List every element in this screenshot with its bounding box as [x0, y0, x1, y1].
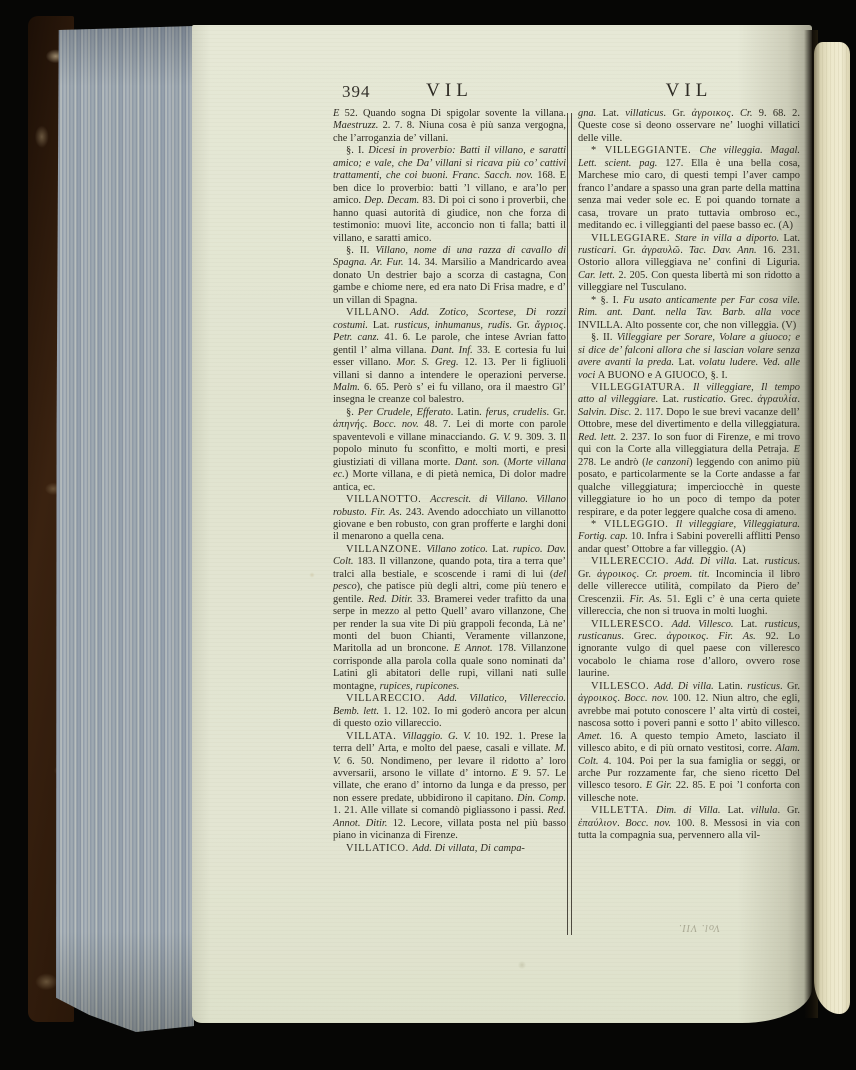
text-segment: .: [797, 394, 800, 406]
next-page-edge: [814, 42, 850, 1014]
text-segment: Add. Villesco.: [671, 618, 734, 630]
text-segment: Car. lett.: [578, 269, 615, 281]
text-segment: VILLATA.: [346, 730, 403, 742]
text-segment: §. I.: [346, 145, 369, 157]
text-segment: 9. 309. 3. Il popolo minuto fu sconfitto, e molti morti, e presi giustiziati di villana morte.: [333, 431, 566, 468]
text-segment: Dant. Inf.: [430, 344, 473, 356]
dictionary-paragraph: [333, 307, 566, 407]
text-segment: Alam. Colt.: [578, 743, 800, 767]
text-segment: ἀγροικος: [597, 568, 637, 580]
text-segment: Lat.: [674, 357, 700, 369]
text-segment: Lat.: [779, 232, 800, 244]
text-segment: ἀπηνής: [333, 419, 365, 431]
text-segment: VILLEGGIARE.: [591, 232, 676, 244]
text-segment: ἀγραυλία: [757, 394, 798, 406]
text-segment: ), che patisce più degli altri, come più tenero e gentile.: [333, 581, 566, 605]
text-segment: 1. 21. Alle villate si comandò pigliassono i passi.: [333, 805, 548, 817]
text-segment: Petr. canz.: [333, 332, 380, 344]
column-divider-rule: [567, 113, 572, 935]
text-segment: Che villeggia. Magal. Lett. scient. pag.: [578, 145, 800, 169]
text-segment: Tac. Dav. Ann.: [688, 244, 757, 256]
dictionary-paragraph: [578, 519, 800, 556]
text-segment: 10. Infra i Sabini poverelli afflitti Penso andar quest’ Ottobre a far villeggio. (A): [578, 531, 800, 555]
text-segment: VILLANOTTO.: [346, 494, 431, 506]
dictionary-paragraph: [333, 145, 566, 245]
text-segment: Lat.: [658, 394, 684, 406]
text-segment: . Gr.: [780, 680, 800, 692]
text-segment: VILLERESCO.: [591, 618, 672, 630]
text-segment: Stare in villa a diporto.: [675, 232, 780, 244]
text-segment: Bocc. nov.: [625, 817, 671, 829]
text-segment: 52. Quando sogna Di spigolar sovente la villana.: [339, 108, 566, 119]
text-segment: . Grec.: [621, 631, 667, 643]
text-segment: ἀγραυλῶ: [641, 244, 681, 256]
text-segment: ἐπαύλιον: [578, 817, 618, 829]
text-segment: Lat.: [720, 805, 751, 817]
text-segment: VILLARECCIO.: [346, 693, 438, 705]
text-segment: Add. Di villata, Di campa-: [412, 842, 525, 854]
text-segment: Villaggio. G. V.: [402, 730, 471, 742]
text-segment: ferus, crudelis: [485, 406, 547, 418]
text-segment: 9. 68. 2. Queste cose si deono osservare ne’ luoghi villatici delle ville.: [578, 108, 800, 144]
text-segment: rusticus, inhumanus, rudis: [394, 319, 510, 331]
text-segment: 12. Lecore, villata posta nel più basso piano in vicinanza di Firenze.: [333, 817, 566, 842]
text-segment: (: [499, 456, 508, 468]
text-segment: Lat.: [367, 319, 395, 331]
dictionary-paragraph: [333, 731, 566, 843]
text-segment: ) Morte villana, e di pietà nemica, Di dolor madre antica, ec.: [333, 469, 566, 493]
text-segment: Latin.: [713, 680, 748, 692]
text-segment: 51. Egli c’ è una certa quiete villereccia, che non si truova in molti luoghi.: [578, 593, 800, 618]
text-segment: Red. Annot. Ditir.: [333, 805, 566, 829]
text-segment: rusticus: [764, 556, 798, 568]
text-segment: rupico. Dav. Colt.: [333, 543, 566, 568]
dictionary-paragraph: [578, 805, 800, 842]
text-segment: Morte villana ec.: [333, 456, 566, 481]
text-segment: .: [617, 693, 625, 705]
dictionary-paragraph: [578, 332, 800, 382]
text-segment: 100. 8. Messosi in via con tutta la compagnia sua, pervennero alla vil-: [578, 817, 800, 842]
text-segment: 2. 117. Dopo le sue brevi vacanze dell’ Ottobre, mese del divertimento e della villeggiatura.: [578, 406, 800, 431]
text-segment: 100. 12. Niun altro, che egli, avrebbe mai potuto conoscere l’ alta virtù di costei, nascosa sotto i poveri panni e sotto l’ abito villesco.: [578, 693, 800, 730]
text-segment: Lat.: [596, 108, 626, 119]
page-stack-fore-edge: [56, 26, 194, 1032]
text-segment: . Grec.: [723, 394, 758, 406]
text-segment: Maestruzz.: [333, 120, 379, 132]
text-segment: VILLANZONE.: [346, 543, 427, 555]
text-segment: 6. 50. Nondimeno, per levare il ridotto a’ loro avversarii, arsono le villate d’ intorno.: [333, 755, 566, 780]
text-segment: . Gr.: [663, 108, 692, 119]
text-segment: ) leggendo con animo più posato, e particolarmente se la Corte andasse a far qualche villeggiatura; imperciocchè in queste villeggiature io ho un poco di tempo da poter respirare, e da poter leggere qualche cosa di ameno.: [578, 456, 800, 518]
text-segment: villaticus: [625, 108, 664, 119]
text-segment: 41. 6. Le parole, che intese Avrian fatto gentil l’ alma villana.: [333, 332, 566, 356]
text-segment: Add. Zotico, Scortese, Di rozzi costumi.: [333, 307, 566, 331]
text-segment: Dicesi in proverbio: Batti il villano, e saratti amico; e vale, che Da’ villani si ricava più co’ cattivi trattamenti, che coi buoni. Franc. Sacch. nov.: [333, 145, 566, 182]
dictionary-paragraph: [578, 382, 800, 519]
dictionary-paragraph: [333, 693, 566, 730]
text-segment: .: [731, 108, 740, 119]
text-segment: 12. 13. Per li figliuoli villani si danno a intendere le operazioni perverse.: [333, 357, 566, 381]
text-segment: Accrescit. di Villano. Villano robusto. Fir. As.: [333, 494, 566, 518]
text-segment: Mor. S. Greg.: [396, 357, 459, 369]
text-segment: A BUONO e A GIUOCO, §. I.: [595, 369, 728, 381]
text-segment: Cr. proem. tit.: [645, 568, 710, 580]
running-head-left: VIL: [426, 80, 473, 101]
text-segment: .: [364, 419, 373, 431]
text-segment: .: [563, 319, 566, 331]
text-segment: rusticus, rusticanus: [578, 618, 800, 643]
dictionary-paragraph: [333, 108, 566, 145]
text-segment: . Gr.: [578, 556, 800, 580]
text-segment: VILLERECCIO.: [591, 556, 676, 568]
text-segment: 16. A questo tempio Ameto, lasciato il villesco abito, e di più ornato vestitosi, corre.: [578, 730, 800, 755]
text-segment: Dant. son.: [454, 456, 500, 468]
text-segment: 6. 65. Però s’ ei fu villano, ora il maestro Gl’ insegna le creanze col balestro.: [333, 381, 566, 406]
dictionary-paragraph: [578, 145, 800, 232]
text-segment: Red. lett.: [578, 431, 617, 443]
text-segment: Lat.: [736, 556, 765, 568]
text-segment: Il villeggiare, Villeggiatura. Fortig. cap.: [578, 518, 800, 543]
text-segment: 178. Villanzone corrisponde alla parola colla quale sono nominati da’ Latini gli abitatori delle rupi, villani nati sulle montagne,: [333, 643, 567, 692]
dictionary-paragraph: [578, 295, 800, 332]
right-text-column: [578, 108, 800, 843]
text-segment: 16. 231. Ostorio allora villeggiava ne’ confini di Liguria.: [578, 244, 800, 269]
text-segment: 243. Avendo adocchiato un villanotto giovane e ben robusto, con gran profferte e larghi doni il menarono a quella cena.: [333, 506, 566, 543]
text-segment: §. II.: [591, 332, 617, 344]
text-segment: Add. Di villa.: [654, 680, 714, 692]
text-segment: Amet.: [578, 730, 602, 742]
text-segment: . Gr.: [777, 805, 800, 817]
text-segment: .: [617, 817, 626, 829]
text-segment: Lat.: [487, 543, 513, 555]
dictionary-paragraph: [333, 544, 566, 693]
text-segment: ἀγροικος: [578, 693, 618, 705]
text-segment: INVILLA. Alto possente cor, che non villeggia. (V): [578, 319, 797, 331]
text-segment: Villano, nome di una razza di cavallo di Spagna. Ar. Fur.: [333, 244, 566, 269]
text-segment: 2. 205. Con questa libertà mi son ridotto a villeggiare nel Tusculano.: [578, 269, 801, 294]
text-segment: .: [636, 568, 646, 580]
dictionary-paragraph: [333, 843, 566, 855]
text-segment: 92. Lo ignorante vulgo di quel paese con villeresco vocabolo le chiama rose d’alloro, ovvero rose laurine.: [578, 631, 800, 680]
text-segment: * §. I.: [591, 294, 624, 306]
text-segment: Incomincia il libro delle villerecce utilità, compilato da Piero de’ Crescenzii.: [578, 568, 800, 605]
text-segment: Fu usato anticamente per Far cosa vile. Rim. ant. Dant. nella Tav. Barb. alla voce: [578, 294, 800, 319]
text-segment: 14. 34. Marsilio a Mandricardo avea donato Un destrier bajo a scorza di castagna, Con gambe e chiome nere, ed era nato Di Frisa madre, e d’ un villan di Spagna.: [333, 257, 566, 306]
text-segment: §. II.: [346, 244, 376, 256]
text-segment: . Gr.: [546, 406, 566, 418]
text-segment: . Latin.: [450, 406, 486, 418]
dictionary-paragraph: [578, 233, 800, 295]
text-segment: 83. Di poi ci sono i proverbii, che hanno quasi autorità di giudice, non che forza di testimonio: muovi lite, acconcio non ti falla; batti il villano, e saratti amico.: [333, 195, 566, 244]
dictionary-paragraph: [578, 556, 800, 618]
text-segment: 1. 12. 102. Io mi goderò ancora per alcun di questo ozio villareccio.: [333, 705, 566, 730]
text-segment: VILLATICO.: [346, 842, 413, 854]
text-segment: Dim. di Villa.: [655, 805, 721, 817]
text-segment: Villano zotico.: [426, 543, 488, 555]
text-segment: 2. 7. 8. Niuna cosa è più sanza vergogna, che l’arroganzia de’ villani.: [333, 120, 566, 144]
text-segment: ἀγροικος: [691, 108, 732, 119]
text-segment: 33. E cortesia fu lui esser villano.: [333, 344, 566, 369]
text-segment: 48. 7. Lei di morte con parole spaventevoli e villane minacciando.: [333, 419, 566, 443]
text-segment: Salvin. Disc.: [578, 406, 632, 418]
text-segment: 33. Bramerei veder trafitto da una serpe in mezzo al petto Quell’ avaro villanzone, Che per render la sua vite Di più grappoli feconda, Là ne’ monti del buon Chianti, Veramente villanzone, Maritolla ad un broncone.: [333, 593, 567, 655]
text-segment: Il villeggiare, Il tempo atto al villeggiare.: [578, 381, 800, 406]
text-segment: . Gr.: [509, 319, 535, 331]
text-segment: 127. Ella è una bella cosa, Marchese mio caro, di questi tempi l’aver campo franco l’andare a spasso una gran parte della mattina senza mai veder sole ec. E poi quando tornate a casa, trovare un prato tuttavia ombroso ec., meditando ec. i villeggianti del paese basso ec. (A): [578, 157, 800, 232]
text-segment: Villeggiare per Sorare, Volare a giuoco; e si dice de’ falconi allora che si lascian volare senza avere avanti la preda.: [578, 332, 801, 369]
text-segment: Add. Villatico, Villereccio. Bemb. lett.: [333, 693, 566, 717]
text-segment: 278. Le andrò (: [578, 456, 646, 468]
text-segment: E: [793, 444, 800, 456]
text-segment: rusticari: [578, 244, 614, 256]
text-segment: VILLANO.: [346, 307, 411, 319]
text-segment: Malm.: [333, 381, 360, 393]
text-segment: 183. Il villanzone, quando pota, tira a terra que’ tralci alla bestiale, e scoscende i rami di lui (: [333, 556, 566, 580]
dictionary-paragraph: [578, 619, 800, 681]
text-segment: VILLETTA.: [591, 805, 656, 817]
text-segment: E: [333, 108, 340, 119]
text-segment: ἄγριος: [534, 319, 564, 331]
text-segment: volatu ludere. Ved. alle voci: [578, 357, 800, 381]
text-segment: rupices, rupicones.: [379, 680, 460, 692]
text-segment: E Gir.: [645, 780, 672, 792]
text-segment: Cr.: [740, 108, 753, 119]
text-segment: Bocc. nov.: [624, 693, 669, 705]
dictionary-paragraph: [578, 108, 800, 145]
text-segment: Add. Di villa.: [675, 556, 737, 568]
dictionary-paragraph: [333, 245, 566, 307]
running-head-right: VIL: [665, 80, 713, 101]
text-segment: 168. E ben dice lo proverbio: batti ’l villano, e ara’lo per amico.: [333, 170, 567, 207]
text-segment: 4. 104. Poi per la sua famiglia or seggi, or arche Pur rozzamente far, che sieno ricetto Del villesco tesoro.: [578, 755, 800, 792]
text-segment: 22. 85. E poi ’l conforta con villesche note.: [578, 780, 800, 804]
text-segment: gna.: [578, 108, 597, 119]
text-segment: .: [680, 244, 689, 256]
text-segment: 9. 57. Le villate, che erano d’ intorno da lunga e da presso, per non essere predate, ubbidirono il capitano.: [333, 768, 566, 804]
dictionary-paragraph: [333, 494, 566, 544]
text-segment: . Gr.: [613, 244, 642, 256]
text-segment: rusticatio: [683, 394, 724, 406]
text-segment: Red. Ditir.: [368, 593, 413, 605]
text-segment: * VILLEGGIO.: [591, 518, 676, 530]
text-segment: ἀγροικος: [666, 631, 706, 643]
text-segment: rusticus: [747, 680, 781, 692]
show-through-text: Vol. VII.: [678, 922, 721, 933]
text-segment: VILLESCO.: [591, 680, 655, 692]
dictionary-paragraph: [333, 407, 566, 494]
text-segment: Fir. As.: [718, 631, 756, 643]
text-segment: 2. 237. Io son fuor di Firenze, e mi trovo qui con la Corte alla villeggiatura della Petraja.: [578, 431, 800, 456]
text-segment: VILLEGGIATURA.: [591, 381, 693, 393]
dictionary-paragraph: [578, 681, 800, 806]
page-number: 394: [342, 82, 371, 101]
text-segment: E Annot.: [453, 643, 493, 655]
text-segment: .: [705, 631, 719, 643]
text-segment: villula: [750, 805, 778, 817]
text-segment: Lat.: [733, 618, 765, 630]
text-segment: le canzoni: [645, 456, 690, 468]
text-segment: §.: [346, 406, 358, 418]
left-text-column: [333, 108, 566, 855]
text-segment: Bocc. nov.: [372, 419, 419, 431]
text-segment: Dep. Decam.: [364, 195, 420, 207]
book-page: [192, 25, 812, 1023]
text-segment: * VILLEGGIANTE.: [591, 145, 700, 157]
text-segment: 10. 192. 1. Prese la terra dell’ Arta, e molto del paese, casali e villate.: [333, 730, 566, 755]
text-segment: Din. Comp.: [516, 792, 566, 804]
text-segment: Per Crudele, Efferato: [357, 406, 451, 418]
text-segment: Fir. As.: [629, 593, 663, 605]
text-segment: E: [511, 768, 518, 780]
text-segment: M. V.: [333, 743, 566, 767]
text-segment: G. V.: [489, 431, 511, 443]
text-segment: del pesco: [333, 568, 566, 593]
